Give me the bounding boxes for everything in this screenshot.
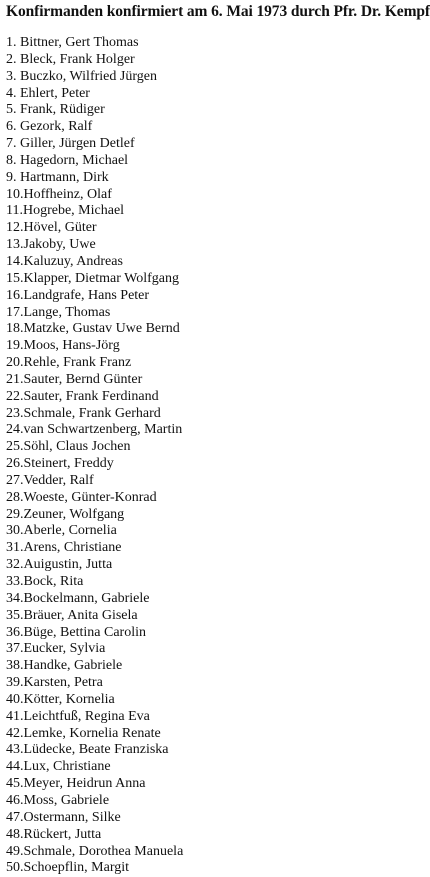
- list-item-number: 15.: [6, 270, 24, 286]
- list-item: [6, 742, 183, 759]
- list-item-name: Moss, Gabriele: [23, 792, 110, 808]
- list-item-name: Auigustin, Jutta: [23, 557, 113, 573]
- list-item-name: Ostermann, Silke: [23, 809, 121, 825]
- list-item: [6, 406, 183, 423]
- list-item-number: 4.: [6, 85, 17, 101]
- list-item: [6, 608, 183, 625]
- list-item: [6, 641, 183, 658]
- list-item: [6, 203, 183, 220]
- list-item: [6, 220, 183, 237]
- list-item-name: Giller, Jürgen Detlef: [20, 136, 135, 152]
- list-item: [6, 170, 183, 187]
- list-item-number: 43.: [6, 742, 24, 758]
- list-item-name: Lange, Thomas: [23, 304, 111, 320]
- list-item-number: 39.: [6, 675, 24, 691]
- list-item: [6, 288, 183, 305]
- list-item-number: 48.: [6, 826, 24, 842]
- list-item-name: Schmale, Frank Gerhard: [23, 405, 161, 421]
- list-item: [6, 523, 183, 540]
- list-item-name: Schoepflin, Margit: [23, 860, 130, 876]
- list-item: [6, 776, 183, 793]
- list-item: [6, 759, 183, 776]
- list-item-number: 37.: [6, 641, 24, 657]
- list-item-name: Kötter, Kornelia: [23, 691, 115, 707]
- list-item: [6, 439, 183, 456]
- list-item-name: Lemke, Kornelia Renate: [23, 725, 161, 741]
- list-item-name: Bockelmann, Gabriele: [23, 590, 150, 606]
- list-item-name: Karsten, Petra: [23, 675, 103, 691]
- list-item-number: 20.: [6, 355, 24, 371]
- list-item-name: Kaluzuy, Andreas: [23, 253, 123, 269]
- list-item-number: 26.: [6, 456, 24, 472]
- list-item: [6, 254, 183, 271]
- list-item: [6, 726, 183, 743]
- list-item-name: Jakoby, Uwe: [23, 237, 96, 253]
- list-item-name: Hövel, Güter: [23, 220, 97, 236]
- list-item-number: 12.: [6, 220, 24, 236]
- list-item: [6, 675, 183, 692]
- list-item-name: Arens, Christiane: [23, 540, 122, 556]
- list-item-name: Moos, Hans-Jörg: [23, 338, 120, 354]
- list-item-number: 32.: [6, 557, 24, 573]
- list-item-name: Handke, Gabriele: [23, 658, 123, 674]
- list-item-name: Matzke, Gustav Uwe Bernd: [23, 321, 180, 337]
- list-item: [6, 422, 183, 439]
- list-item: [6, 389, 183, 406]
- list-item-number: 10.: [6, 186, 24, 202]
- list-item-number: 44.: [6, 759, 24, 775]
- list-item-name: Ehlert, Peter: [20, 85, 90, 101]
- list-item: [6, 86, 183, 103]
- list-item: [6, 574, 183, 591]
- list-item: [6, 507, 183, 524]
- list-item: [6, 625, 183, 642]
- list-item-name: Hartmann, Dirk: [20, 169, 109, 185]
- list-item-name: Rückert, Jutta: [23, 826, 102, 842]
- list-item-number: 13.: [6, 237, 24, 253]
- list-item-name: Bräuer, Anita Gisela: [23, 607, 138, 623]
- list-item: [6, 692, 183, 709]
- list-item-number: 29.: [6, 506, 24, 522]
- list-item-name: Leichtfuß, Regina Eva: [23, 708, 150, 724]
- list-item-number: 16.: [6, 287, 24, 303]
- list-item: [6, 810, 183, 827]
- list-item: [6, 557, 183, 574]
- list-item-number: 49.: [6, 843, 24, 859]
- list-item-number: 8.: [6, 152, 17, 168]
- list-item-name: Zeuner, Wolfgang: [23, 506, 125, 522]
- list-item-number: 31.: [6, 540, 24, 556]
- list-item: [6, 860, 183, 877]
- list-item-number: 22.: [6, 388, 24, 404]
- list-item: [6, 305, 183, 322]
- list-item-number: 34.: [6, 590, 24, 606]
- list-item-name: Buczko, Wilfried Jürgen: [20, 68, 157, 84]
- list-item-name: van Schwartzenberg, Martin: [23, 422, 183, 438]
- list-item: [6, 355, 183, 372]
- list-item-number: 38.: [6, 658, 24, 674]
- list-item: [6, 187, 183, 204]
- list-item-number: 19.: [6, 338, 24, 354]
- list-item-number: 45.: [6, 776, 24, 792]
- list-item: [6, 473, 183, 490]
- list-item: [6, 793, 183, 810]
- list-item: [6, 271, 183, 288]
- list-item-number: 25.: [6, 439, 24, 455]
- list-item-number: 23.: [6, 405, 24, 421]
- list-item: [6, 119, 183, 136]
- list-item-name: Rehle, Frank Franz: [23, 355, 132, 371]
- list-item-name: Klapper, Dietmar Wolfgang: [23, 270, 180, 286]
- list-item-name: Bittner, Gert Thomas: [20, 35, 139, 50]
- list-item-number: 47.: [6, 809, 24, 825]
- list-item: [6, 591, 183, 608]
- document-title: Konfirmanden konfirmiert am 6. Mai 1973 durch Pfr. Dr. Kempf: [6, 3, 430, 20]
- list-item-name: Meyer, Heidrun Anna: [23, 776, 146, 792]
- list-item-number: 24.: [6, 422, 24, 438]
- list-item-number: 36.: [6, 624, 24, 640]
- list-item: [6, 658, 183, 675]
- list-item-name: Bleck, Frank Holger: [20, 51, 135, 67]
- list-item-name: Frank, Rüdiger: [20, 102, 105, 118]
- list-item: [6, 69, 183, 86]
- list-item-name: Sauter, Frank Ferdinand: [23, 388, 159, 404]
- list-item: [6, 372, 183, 389]
- list-item-number: 42.: [6, 725, 24, 741]
- list-item: [6, 52, 183, 69]
- list-item-number: 33.: [6, 574, 24, 589]
- list-item-number: 35.: [6, 607, 24, 623]
- list-item: [6, 456, 183, 473]
- list-item-number: 30.: [6, 523, 24, 539]
- list-item-name: Hoffheinz, Olaf: [23, 186, 112, 202]
- list-item: [6, 35, 183, 52]
- list-item-number: 2.: [6, 51, 17, 67]
- list-item: [6, 338, 183, 355]
- list-item-name: Schmale, Dorothea Manuela: [23, 843, 184, 859]
- list-item-number: 21.: [6, 371, 24, 387]
- list-item-number: 9.: [6, 169, 17, 185]
- list-item-name: Vedder, Ralf: [23, 472, 94, 488]
- list-item-name: Steinert, Freddy: [23, 456, 114, 472]
- list-item-name: Büge, Bettina Carolin: [23, 624, 146, 640]
- list-item-number: 40.: [6, 691, 24, 707]
- list-item-number: 18.: [6, 321, 24, 337]
- list-item: [6, 237, 183, 254]
- list-item-name: Sauter, Bernd Günter: [23, 371, 143, 387]
- list-item-number: 6.: [6, 119, 17, 135]
- list-item-name: Hogrebe, Michael: [22, 203, 125, 219]
- list-item: [6, 540, 183, 557]
- list-item-number: 27.: [6, 472, 24, 488]
- list-item: [6, 709, 183, 726]
- list-item-name: Eucker, Sylvia: [23, 641, 106, 657]
- list-item-name: Landgrafe, Hans Peter: [23, 287, 150, 303]
- list-item: [6, 153, 183, 170]
- list-item: [6, 321, 183, 338]
- list-item-name: Lüdecke, Beate Franziska: [23, 742, 169, 758]
- list-item-name: Woeste, Günter-Konrad: [23, 489, 157, 505]
- list-item: [6, 827, 183, 844]
- list-item: [6, 102, 183, 119]
- list-item: [6, 136, 183, 153]
- list-item-name: Bock, Rita: [23, 574, 84, 589]
- list-item-number: 46.: [6, 792, 24, 808]
- confirmand-list: [6, 35, 183, 877]
- list-item-name: Söhl, Claus Jochen: [23, 439, 131, 455]
- list-item-number: 17.: [6, 304, 24, 320]
- list-item-number: 7.: [6, 136, 17, 152]
- list-item: [6, 844, 183, 861]
- list-item-number: 11.: [6, 203, 23, 219]
- list-item-number: 14.: [6, 253, 24, 269]
- list-item-name: Lux, Christiane: [23, 759, 111, 775]
- list-item-name: Aberle, Cornelia: [23, 523, 117, 539]
- list-item-number: 5.: [6, 102, 17, 118]
- list-item-name: Gezork, Ralf: [20, 119, 93, 135]
- list-item: [6, 490, 183, 507]
- list-item-number: 28.: [6, 489, 24, 505]
- list-item-name: Hagedorn, Michael: [20, 152, 129, 168]
- list-item-number: 41.: [6, 708, 24, 724]
- list-item-number: 50.: [6, 860, 24, 876]
- list-item-number: 1.: [6, 35, 17, 50]
- list-item-number: 3.: [6, 68, 17, 84]
